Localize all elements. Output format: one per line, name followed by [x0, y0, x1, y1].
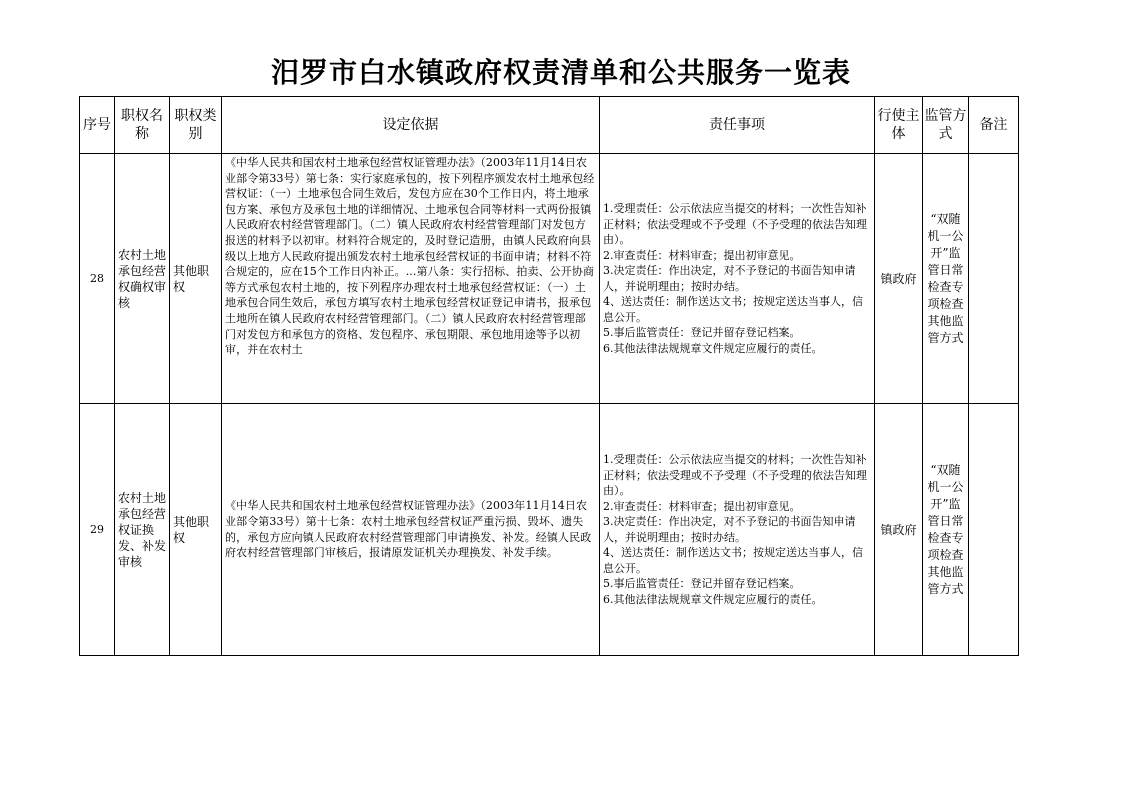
- header-category: 职权类别: [170, 97, 222, 154]
- responsibility-item: 5.事后监管责任：登记并留存登记档案。: [603, 577, 801, 590]
- responsibility-item: 6.其他法律法规规章文件规定应履行的责任。: [603, 341, 823, 355]
- header-name: 职权名称: [115, 97, 170, 154]
- cell-responsibility: [600, 404, 875, 656]
- cell-category: 其他职权: [170, 154, 222, 404]
- table-row: [80, 154, 1019, 404]
- responsibility-item: 4、送达责任：制作送达文书；按规定送达当事人，信息公开。: [603, 295, 863, 324]
- cell-responsibility: [600, 154, 875, 404]
- header-responsibility: 责任事项: [600, 97, 875, 154]
- table-row: [80, 404, 1019, 656]
- page-title: 汨罗市白水镇政府权责清单和公共服务一览表: [270, 56, 851, 89]
- table-header-row: [80, 97, 1019, 154]
- basis-text: 《中华人民共和国农村土地承包经营权证管理办法》（2003年11月14日农业部令第33号）第七条：实行家庭承包的，按下列程序颁发农村土地承包经营权证：（一）土地承包合同生效后，发包方应在30个工作日内，将土地承包方案、承包方及承包土地的详细情况、土地承包合同等材料一式两份报镇人民政府农村经营管理部门。（二）镇人民政府农村经营管理部门对发包方报送的材料予以初审。材料符合规定的，及时登记造册，由镇人民政府向县级以上地方人民政府提出颁发农村土地承包经营权证的书面申请；材料不符合规定的，应在15个工作日内补正。...第八条：实行招标、拍卖、公开协商等方式承包农村土地的，按下列程序办理农村土地承包经营权证：（一）土地承包合同生效后，承包方填写农村土地承包经营权证登记申请书，报承包土地所在镇人民政府农村经营管理部门。（二）镇人民政府农村经营管理部门对发包方和承包方的资格、发包程序、承包期限、承包地用途等予以初审，并在农村土: [225, 156, 595, 357]
- cell-seq: 29: [80, 404, 115, 656]
- cell-authority-name: 农村土地承包经营权证换发、补发审核: [115, 404, 170, 656]
- responsibility-item: 3.决定责任：作出决定，对不予登记的书面告知申请人，并说明理由；按时办结。: [603, 264, 856, 293]
- cell-supervision: “双随机一公开”监管日常检查专项检查其他监管方式: [923, 404, 969, 656]
- responsibility-item: 1.受理责任：公示依法应当提交的材料；一次性告知补正材料；依法受理或不予受理（不予受理的依法告知理由）。: [603, 202, 867, 246]
- authority-table: [79, 96, 1019, 656]
- header-subject: 行使主体: [875, 97, 923, 154]
- cell-authority-name: 农村土地承包经营权确权审核: [115, 154, 170, 404]
- cell-remark: [969, 154, 1019, 404]
- cell-basis: [222, 154, 600, 404]
- responsibility-item: 6.其他法律法规规章文件规定应履行的责任。: [603, 592, 823, 606]
- header-basis: 设定依据: [222, 97, 600, 154]
- responsibility-item: 4、送达责任：制作送达文书；按规定送达当事人，信息公开。: [603, 546, 863, 575]
- cell-basis: 《中华人民共和国农村土地承包经营权证管理办法》（2003年11月14日农业部令第33号）第十七条：农村土地承包经营权证严重污损、毁坏、遗失的，承包方应向镇人民政府农村经营管理部门申请换发、补发。经镇人民政府农村经营管理部门审核后，报请原发证机关办理换发、补发手续。: [222, 404, 600, 656]
- cell-remark: [969, 404, 1019, 656]
- cell-category: 其他职权: [170, 404, 222, 656]
- cell-subject: 镇政府: [875, 154, 923, 404]
- cell-seq: 28: [80, 154, 115, 404]
- header-seq: 序号: [80, 97, 115, 154]
- cell-supervision: “双随机一公开”监管日常检查专项检查其他监管方式: [923, 154, 969, 404]
- header-remark: 备注: [969, 97, 1019, 154]
- cell-subject: 镇政府: [875, 404, 923, 656]
- header-supervision: 监管方式: [923, 97, 969, 154]
- responsibility-item: 2.审查责任：材料审查；提出初审意见。: [603, 499, 801, 513]
- responsibility-item: 2.审查责任：材料审查；提出初审意见。: [603, 248, 801, 262]
- responsibility-item: 3.决定责任：作出决定，对不予登记的书面告知申请人，并说明理由；按时办结。: [603, 515, 856, 544]
- responsibility-item: 1.受理责任：公示依法应当提交的材料；一次性告知补正材料；依法受理或不予受理（不予受理的依法告知理由）。: [603, 453, 867, 497]
- responsibility-item: 5.事后监管责任：登记并留存登记档案。: [603, 326, 801, 339]
